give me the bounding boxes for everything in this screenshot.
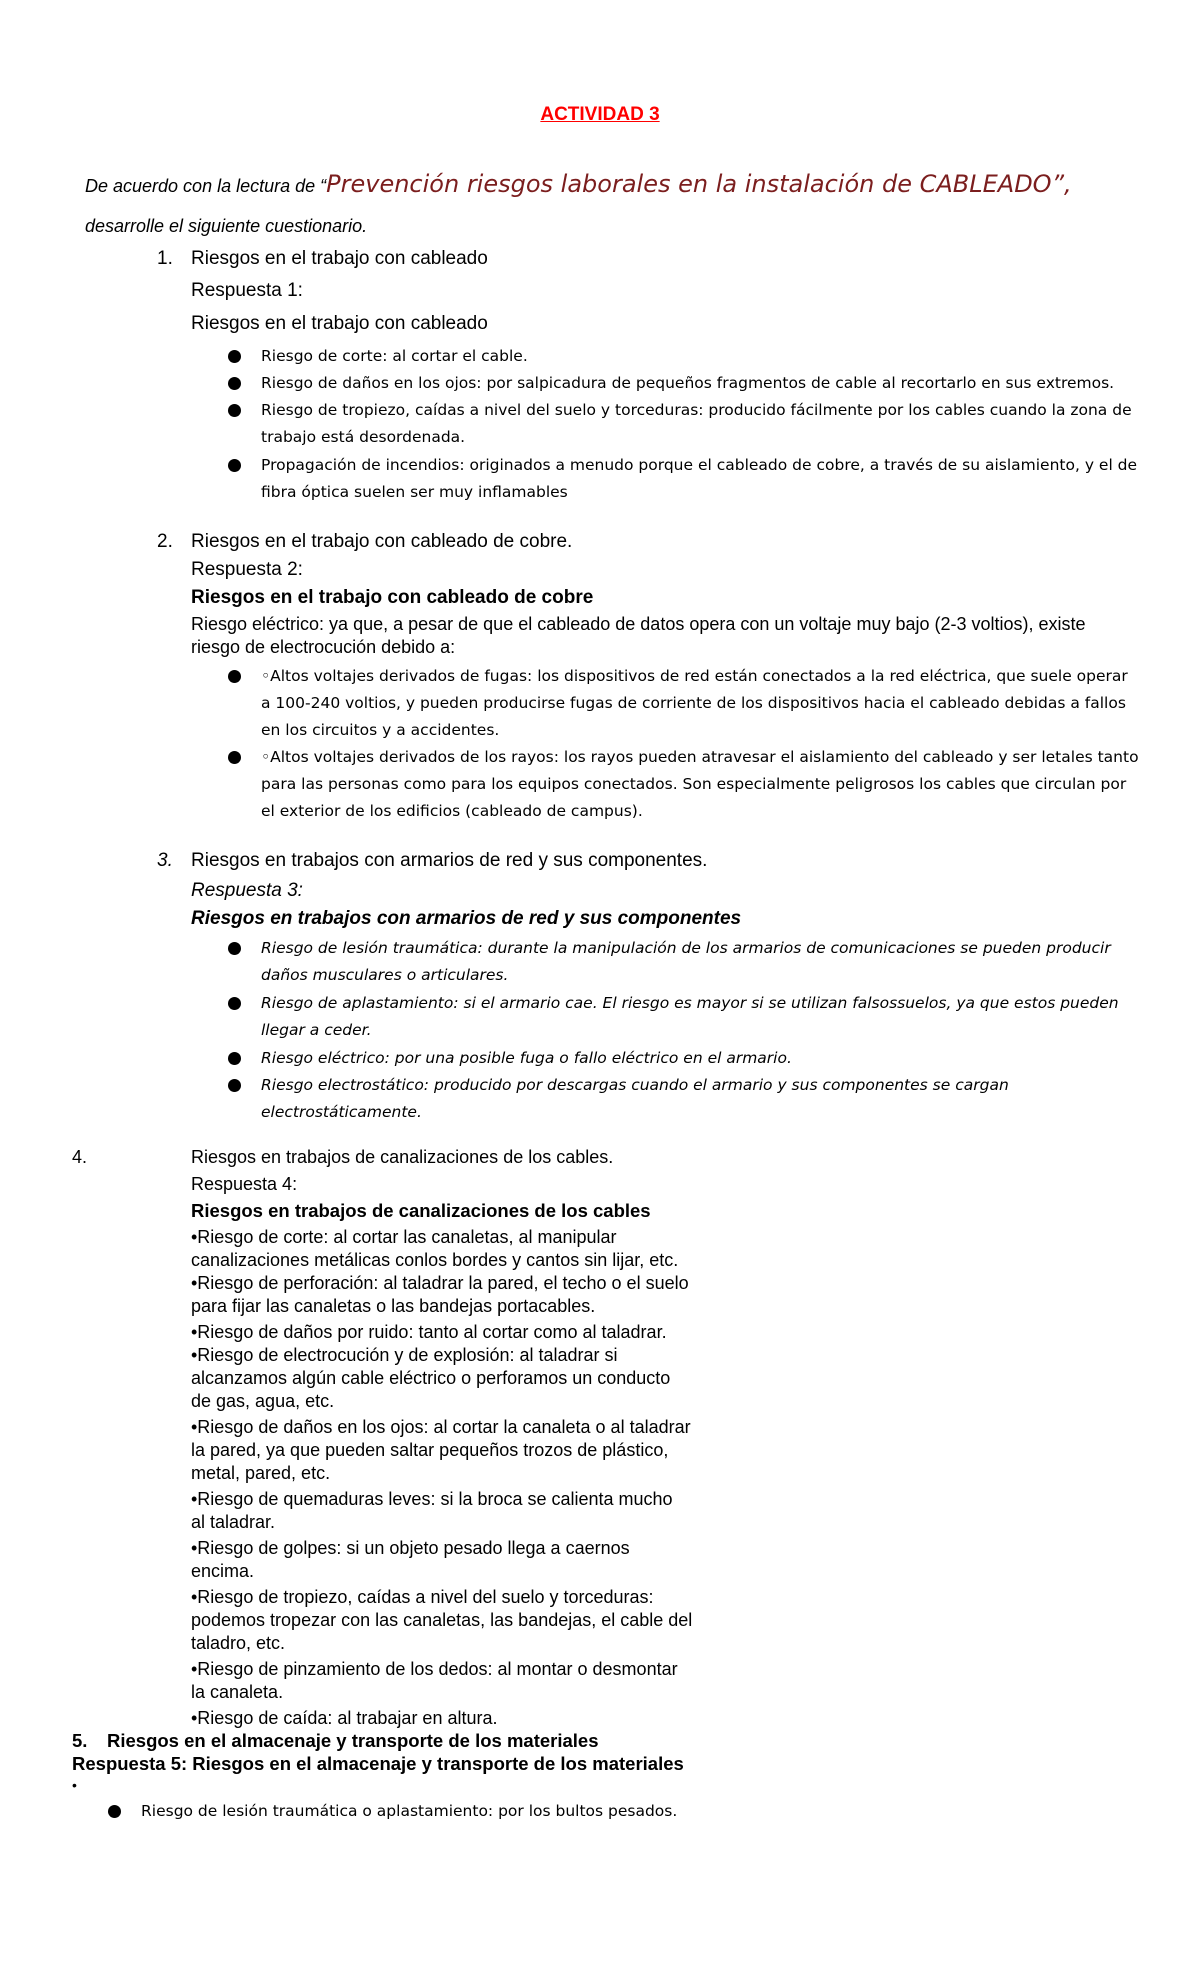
q4-line: metal, pared, etc. [191, 1463, 331, 1483]
q5-stray-bullet: • [72, 1777, 77, 1793]
bullet-dot-icon [228, 942, 241, 955]
q4-line: •Riesgo de golpes: si un objeto pesado llega a caernos [191, 1538, 630, 1558]
q3-answer-label: Respuesta 3: [191, 880, 303, 901]
q4-line: la canaleta. [191, 1682, 284, 1702]
q4-line: al taladrar. [191, 1512, 276, 1532]
bullet-dot-icon [228, 751, 241, 764]
q4-line: para fijar las canaletas o las bandejas portacables. [191, 1296, 596, 1316]
bullet-dot-icon [228, 377, 241, 390]
q4-line: •Riesgo de electrocución y de explosión: al taladrar si [191, 1345, 618, 1365]
q4-line: taladro, etc. [191, 1633, 286, 1653]
page-title: ACTIVIDAD 3 [540, 104, 660, 125]
q4-line: •Riesgo de tropiezo, caídas a nivel del suelo y torceduras: [191, 1587, 654, 1607]
q2-paragraph: Riesgo eléctrico: ya que, a pesar de que el cableado de datos opera con un voltaje muy bajo (2-3 voltios), existe riesgo de electrocución debido a: [191, 614, 1086, 657]
q4-line: de gas, agua, etc. [191, 1391, 335, 1411]
q4-number: 4. [72, 1147, 88, 1167]
q4-line: •Riesgo de daños por ruido: tanto al cortar como al taladrar. [191, 1322, 667, 1342]
bullet-dot-icon [228, 1079, 241, 1092]
q4-line: podemos tropezar con las canaletas, las bandejas, el cable del [191, 1610, 693, 1630]
q4-line: •Riesgo de daños en los ojos: al cortar la canaleta o al taladrar [191, 1417, 691, 1437]
q3-subtitle: Riesgos en trabajos con armarios de red y sus componentes [191, 908, 742, 929]
intro-lead: De acuerdo con la lectura de “ [85, 176, 327, 196]
bullet-dot-icon [228, 404, 241, 417]
q2-subtitle: Riesgos en el trabajo con cableado de cobre [191, 587, 594, 608]
q4-line: •Riesgo de quemaduras leves: si la broca se calienta mucho [191, 1489, 673, 1509]
q4-answer-label: Respuesta 4: [191, 1174, 298, 1194]
q4-line: •Riesgo de caída: al trabajar en altura. [191, 1708, 498, 1728]
reading-title: Prevención riesgos laborales en la instalación de CABLEADO”, [326, 170, 1072, 198]
bullet-dot-icon [228, 670, 241, 683]
q2-question: Riesgos en el trabajo con cableado de cobre. [191, 531, 573, 552]
q2-number: 2. [157, 531, 173, 552]
q2-answer-label: Respuesta 2: [191, 559, 303, 580]
q1-question: Riesgos en el trabajo con cableado [191, 248, 488, 269]
q5-question: Riesgos en el almacenaje y transporte de los materiales [107, 1730, 599, 1751]
q4-line: la pared, ya que pueden saltar pequeños trozos de plástico, [191, 1440, 669, 1460]
intro-tail: desarrolle el siguiente cuestionario. [85, 216, 368, 236]
q4-line: canalizaciones metálicas conlos bordes y cantos sin lijar, etc. [191, 1250, 679, 1270]
q1-subtitle: Riesgos en el trabajo con cableado [191, 313, 488, 334]
bullet-dot-icon [228, 459, 241, 472]
bullet-dot-icon [228, 1052, 241, 1065]
q4-line: encima. [191, 1561, 255, 1581]
q1-answer-label: Respuesta 1: [191, 280, 303, 301]
intro-paragraph [85, 165, 1145, 247]
bullet-dot-icon [108, 1805, 121, 1818]
q5-answer-line: Respuesta 5: Riesgos en el almacenaje y transporte de los materiales [72, 1753, 684, 1774]
q5-number: 5. [72, 1730, 88, 1751]
q4-line: •Riesgo de perforación: al taladrar la pared, el techo o el suelo [191, 1273, 689, 1293]
q3-question: Riesgos en trabajos con armarios de red y sus componentes. [191, 850, 708, 871]
q3-number: 3. [157, 850, 173, 871]
bullet-dot-icon [228, 997, 241, 1010]
q1-number: 1. [157, 248, 173, 269]
q4-subtitle: Riesgos en trabajos de canalizaciones de los cables [191, 1200, 651, 1221]
q4-question: Riesgos en trabajos de canalizaciones de los cables. [191, 1147, 614, 1167]
q4-line: alcanzamos algún cable eléctrico o perforamos un conducto [191, 1368, 671, 1388]
q4-line: •Riesgo de corte: al cortar las canaletas, al manipular [191, 1227, 617, 1247]
document-page: ACTIVIDAD 3 De acuerdo con la lectura de “Prevención riesgos laborales en la instalación de CABLEADO”, desarrolle el siguiente cuestionario. 1. Riesgos en el trabajo con cableado Respuesta 1: Riesgos en el trabajo con cableado Riesgo de corte: al cortar el cable. Riesgo de daños en los ojos: por salpicadura de pequeños fragmentos de cable al recortarlo en sus extremos. Riesgo de tropiezo, caídas a nivel del suelo y torceduras: producido fácilmente por los cables cuando la zona de trabajo está desordenada. Propagación de incendios: originados a menudo porque el cableado de cobre, a través de su aislamiento, y el de fibra óptica suelen ser muy inflamables 2. Riesgos en el trabajo con cableado de cobre. Respuesta 2: Riesgos en el trabajo con cableado de cobre Riesgo eléctrico: ya que, a pesar de que el cableado de datos opera con un voltaje muy bajo (2-3 voltios), existe riesgo de electrocución debido a: ◦Altos voltajes derivados de fugas: los dispositivos de red están conectados a la red eléctrica, que suele operar a 100-240 voltios, y pueden producirse fugas de corriente de los dispositivos hacia el cableado debidas a fallos en los circuitos y a accidentes. ◦Altos voltajes derivados de los rayos: los rayos pueden atravesar el aislamiento del cableado y ser letales tanto para las personas como para los equipos conectados. Son especialmente peligrosos los cables que circulan por el exterior de los edificios (cableado de campus). 3. Riesgos en trabajos con armarios de red y sus componentes. Respuesta 3: Riesgos en trabajos con armarios de red y sus componentes Riesgo de lesión traumática: durante la manipulación de los armarios de comunicaciones se pueden producir daños musculares o articulares. Riesgo de aplastamiento: si el armario cae. El riesgo es mayor si se utilizan falsossuelos, ya que estos pueden llegar a ceder. Riesgo eléctrico: por una posible fuga o fallo eléctrico en el armario. Riesgo electrostático: producido por descargas cuando el armario y sus componentes se cargan electrostáticamente. 4. Riesgos en trabajos de canalizaciones de los cables. Respuesta 4: Riesgos en trabajos de canalizaciones de los cables •Riesgo de corte: al cortar las canaletas, al manipular canalizaciones metálicas conlos bordes y cantos sin lijar, etc. •Riesgo de perforación: al taladrar la pared, el techo o el suelo para fijar las canaletas o las bandejas portacables. •Riesgo de daños por ruido: tanto al cortar como al taladrar. •Riesgo de electrocución y de explosión: al taladrar si alcanzamos algún cable eléctrico o perforamos un conducto de gas, agua, etc. •Riesgo de daños en los ojos: al cortar la canaleta o al taladrar la pared, ya que pueden saltar pequeños trozos de plástico, metal, pared, etc. •Riesgo de quemaduras leves: si la broca se calienta mucho al taladrar. •Riesgo de golpes: si un objeto pesado llega a caernos encima. •Riesgo de tropiezo, caídas a nivel del suelo y torceduras: podemos tropezar con las canaletas, las bandejas, el cable del taladro, etc. •Riesgo de pinzamiento de los dedos: al montar o desmontar la canaleta. •Riesgo de caída: al trabajar en altura. 5. Riesgos en el almacenaje y transporte de los materiales Respuesta 5: Riesgos en el almacenaje y transporte de los materiales • Riesgo de lesión traumática o aplastamiento: por los bultos pesados. [0, 0, 1200, 1976]
q4-line: •Riesgo de pinzamiento de los dedos: al montar o desmontar [191, 1659, 678, 1679]
bullet-dot-icon [228, 350, 241, 363]
